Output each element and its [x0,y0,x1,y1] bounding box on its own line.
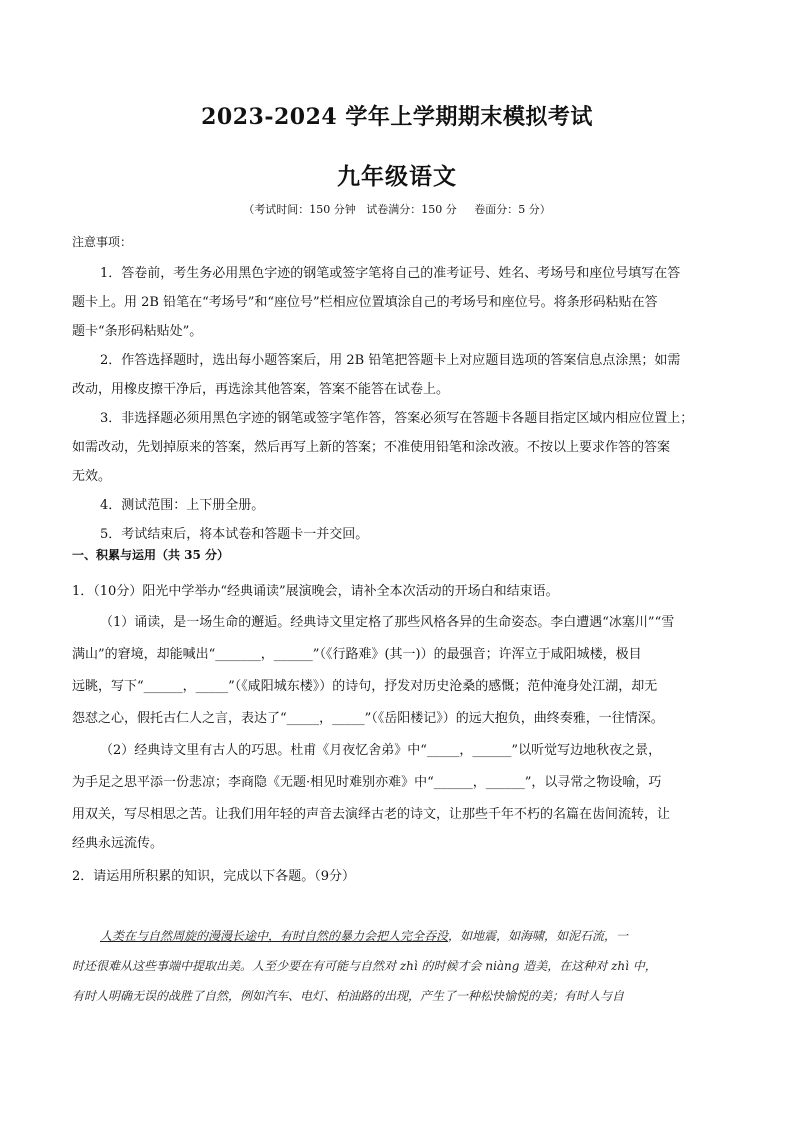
notice-line: 4．测试范围：上下册全册。 [100,498,265,513]
exam-info: （考试时间：150 分钟 试卷满分：150 分 卷面分：5 分） [243,203,551,216]
notice-line: 无效。 [72,469,112,484]
question-1-line: 远眺，写下“______，_____”（《咸阳城东楼》）的诗句，抒发对历史沧桑的感慨；范仲淹身处江湖，却无 [72,679,658,694]
notice-line: 题卡“条形码粘贴处”。 [72,324,203,339]
notice-line: 3．非选择题必须用黑色字迹的钢笔或签字笔作答，答案必须写在答题卡各题目指定区域内相应位置上； [100,411,694,426]
question-1-line: （2）经典诗文里有古人的巧思。杜甫《月夜忆舍弟》中“_____，______”以听觉写边地秋夜之景， [100,743,662,758]
question-1-line: 怨怼之心，假托古仁人之言，表达了“_____，_____”（《岳阳楼记》）的远大抱负，曲终奏雅，一往情深。 [72,711,664,726]
passage-text: ，如地震，如海啸，如泥石流，一 [448,929,629,943]
question-1-line: 满山”的窘境，却能喊出“_______，______”（《行路难》(其一)）的最强音；许浑立于咸阳城楼，极目 [72,647,642,662]
notice-line: 改动，用橡皮擦干净后，再选涂其他答案，答案不能答在试卷上。 [72,382,450,397]
notice-line: 2．作答选择题时，选出每小题答案后，用 2B 铅笔把答题卡上对应题目选项的答案信息点涂黑；如需 [100,353,681,368]
passage-line [100,927,628,944]
question-1-line: 为手足之思平添一份悲凉；李商隐《无题·相见时难别亦难》中“______，______”，以寻常之物设喻，巧 [72,775,662,790]
question-2-stem: 2．请运用所积累的知识，完成以下各题。（9分） [72,869,356,884]
page-title: 2023-2024 学年上学期期末模拟考试 [201,104,593,130]
page-subtitle: 九年级语文 [337,163,457,190]
passage-line: 有时人明确无误的战胜了自然，例如汽车、电灯、柏油路的出现，产生了一种松快愉悦的美；有时人与自 [72,989,625,1003]
section-heading: 一、积累与运用（共 35 分） [72,548,230,562]
question-1-line: （1）诵读，是一场生命的邂逅。经典诗文里定格了那些风格各异的生命姿态。李白遭遇“冰塞川”“雪 [100,615,675,630]
notice-line: 1．答卷前，考生务必用黑色字迹的钢笔或签字笔将自己的准考证号、姓名、考场号和座位号填写在答 [100,266,681,281]
notice-line: 如需改动，先划掉原来的答案，然后再写上新的答案；不准使用铅笔和涂改液。不按以上要求作答的答案 [72,440,671,455]
question-1-stem: 1．（10分）阳光中学举办“经典诵读”展演晚会，请补全本次活动的开场白和结束语。 [72,584,559,599]
notice-heading: 注意事项： [72,235,133,249]
notice-line: 5．考试结束后，将本试卷和答题卡一并交回。 [100,527,369,542]
notice-line: 题卡上。用 2B 铅笔在“考场号”和“座位号”栏相应位置填涂自己的考场号和座位号。将条形码粘贴在答 [72,295,658,310]
question-1-line: 经典永远流传。 [72,836,164,851]
question-1-line: 用双关，写尽相思之苦。让我们用年轻的声音去演绎古老的诗文，让那些千年不朽的名篇在齿间流转，让 [72,807,671,822]
passage-underlined-text: 人类在与自然周旋的漫漫长途中，有时自然的暴力会把人完全吞没 [100,929,449,943]
passage-line: 时还很难从这些事端中提取出美。人至少要在有可能与自然对 zhì 的时候才会 niàng 造美，在这种对 zhì 中， [72,959,657,973]
